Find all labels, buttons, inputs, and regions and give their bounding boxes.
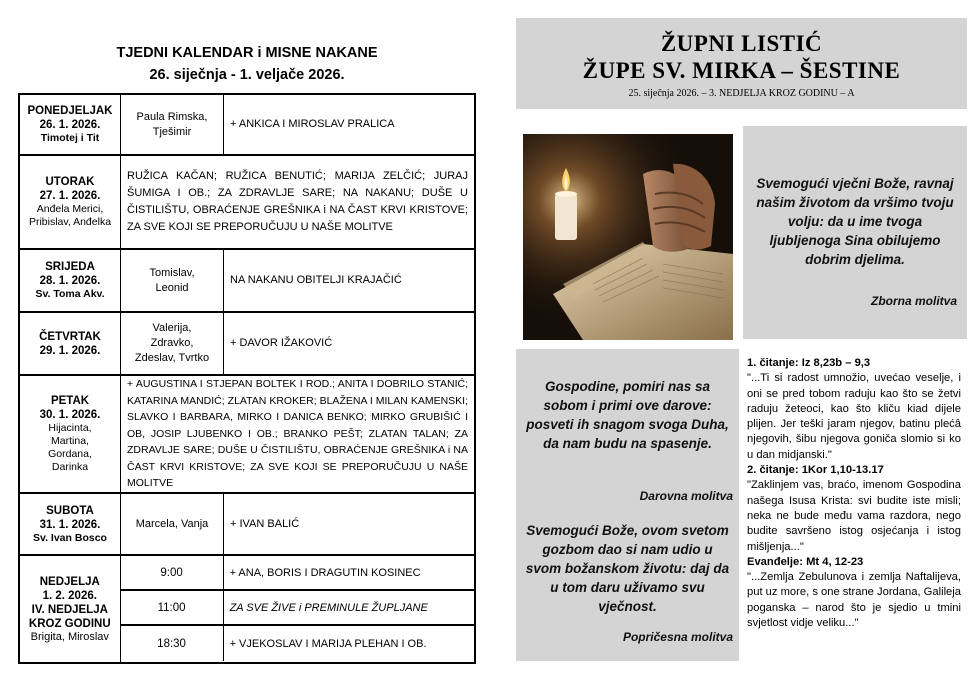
day-date: 31. 1. 2026. [39,518,101,531]
mass-intention: + IVAN BALIĆ [230,517,300,530]
reading-text: "...Zemlja Zebulunova i zemlja Naftalijeva, put uz more, s one strane Jordana, Galileja poganska – narod što je sjedio u tmini svjetlost vidje veliku..." [747,571,961,630]
calendar-table [18,93,476,664]
day-cell [20,376,121,492]
calendar-date-range: 26. siječnja - 1. veljače 2026. [149,67,345,83]
day-name: SUBOTA [46,504,94,517]
reading-heading: 1. čitanje: Iz 8,23b – 9,3 [747,357,871,369]
collect-prayer-text: Svemogući vječni Bože, ravnaj našim životom da vršimo tvoju volju: da u ime tvoga ljubljenoga Sina obilujemo dobrim djelima. [756,176,954,267]
masthead-parish: ŽUPE SV. MIRKA – ŠESTINE [582,58,901,83]
offertory-communion-box [516,349,739,661]
day-name: ČETVRTAK [39,330,101,343]
name-days-cell [121,95,224,154]
calendar-title [18,42,476,86]
day-cell [20,250,121,311]
name-day: Valerija, [152,322,192,334]
sunday-masses [121,556,474,662]
sunday-feast: IV. NEDJELJA [31,603,108,616]
day-saint: Brigita, Miroslav [30,630,109,643]
sunday-mass-row [121,626,474,661]
reading-heading: 2. čitanje: 1Kor 1,10-13.17 [747,464,884,477]
collect-prayer-box [743,126,967,339]
reading-text: "Zaklinjem vas, braćo, imenom Gospodina našega Isusa Krista: svi budite iste misli; neka ne bude među vama razdora, nego budite savršeno istog osjećanja i istog mišljenja..." [747,479,961,553]
day-date: 29. 1. 2026. [39,344,101,357]
name-day: Zdeslav, Tvrtko [134,352,210,364]
mass-intention-cell [121,156,474,248]
day-name: PETAK [50,395,90,407]
mass-intention: RUŽICA KAČAN; RUŽICA BENUTIĆ; MARIJA ZELČIĆ; JURAJ ŠUMIGA I OB.; ZA ZDRAVLJE SARE; NA NAKANU; DUŠE U ČISTILIŠTU, OBRAĆENJE GREŠNIKA i NA ČAST KRVI KRISTOVE; ZA SVE KOJI SE PREPORUČUJU U NAŠE MOLITVE [127,170,468,233]
readings-section [747,356,961,631]
day-saint: Gordana, [48,448,92,460]
mass-intention: + ANKICA I MIROSLAV PRALICA [230,118,395,130]
day-saint: Darinka [51,461,89,473]
day-name: UTORAK [45,176,95,188]
collect-prayer-label: Zborna molitva [870,294,957,308]
day-name: NEDJELJA [39,575,100,588]
day-saint: Sv. Ivan Bosco [33,531,107,544]
candle-bible-photo [523,134,733,340]
day-cell [20,313,121,374]
sunday-mass-row [121,556,474,591]
masthead-title: ŽUPNI LISTIĆ [660,31,823,56]
name-days-cell [121,313,224,374]
masthead-subtitle: 25. siječnja 2026. – 3. NEDJELJA KROZ GODINU – A [628,88,855,99]
day-saint: Hijacinta, [48,422,92,434]
calendar-row-saturday [20,494,474,556]
name-day: Tješimir [152,125,192,138]
mass-intention-cell [121,376,474,492]
day-saint: Pribislav, Anđelka [28,216,112,228]
sunday-feast: KROZ GODINU [28,617,111,630]
calendar-row-tuesday [20,156,474,250]
day-name: PONEDJELJAK [27,105,113,117]
calendar-row-thursday [20,313,474,376]
day-saint: Anđela Merici, [36,203,104,215]
day-cell [20,556,121,662]
mass-intention: + ANA, BORIS I DRAGUTIN KOSINEC [229,566,421,579]
reading-text: "...Ti si radost umnožio, uvećao veselje, i oni se pred tobom raduju kao što se žetvi raduju žeteoci, kao što kliču kiad dijele plijen. Jer teški jaram njegov, batinu plećâ njegovih, šibu njegova goniča slomio si ko u dan midjanski." [747,372,961,461]
name-day: Zdravko, [150,337,194,349]
name-day: Tomislav, [149,266,195,279]
offertory-prayer-text: Gospodine, pomiri nas sa sobom i primi ove darove: posveti ih snagom svoga Duha, da nam budu na spasenje. [526,379,729,451]
day-date: 28. 1. 2026. [39,275,101,287]
name-days-cell [121,250,224,311]
masthead [516,18,967,109]
day-saint: Sv. Toma Akv. [35,288,105,300]
postcommunion-prayer-text: Svemogući Bože, ovom svetom gozbom dao si nam udio u svom božanskom životu: daj da u tom daru uživamo svu vječnost. [525,523,730,614]
mass-intention-cell [224,313,474,374]
name-days-cell [121,494,224,554]
name-day: Leonid [155,281,189,294]
day-cell [20,494,121,554]
mass-time: 11:00 [121,591,224,624]
day-date: 26. 1. 2026. [39,119,101,131]
name-day: Paula Rimska, [136,110,208,123]
offertory-prayer-label: Darovna molitva [639,489,733,503]
calendar-row-monday [20,95,474,156]
sunday-mass-row [121,591,474,626]
mass-intention: ZA SVE ŽIVE i PREMINULE ŽUPLJANE [229,601,428,614]
day-date: 1. 2. 2026. [42,589,97,602]
mass-intention: NA NAKANU OBITELJI KRAJAČIĆ [230,274,402,286]
mass-intention-cell [224,494,474,554]
mass-intention: + VJEKOSLAV I MARIJA PLEHAN I OB. [229,637,427,650]
mass-intention-cell [224,250,474,311]
calendar-title-line1: TJEDNI KALENDAR i MISNE NAKANE [116,45,378,61]
mass-intention-cell [224,95,474,154]
reading-heading: Evanđelje: Mt 4, 12-23 [747,555,864,568]
candle-bible-illustration [523,134,733,340]
day-cell [20,95,121,154]
calendar-row-wednesday [20,250,474,313]
calendar-row-sunday [20,556,474,662]
name-day: Marcela, Vanja [135,517,209,530]
day-saint: Martina, [51,435,89,447]
day-name: SRIJEDA [45,261,95,273]
calendar-row-friday [20,376,474,494]
postcommunion-prayer-label: Popričesna molitva [622,630,733,644]
mass-time: 18:30 [121,626,224,661]
day-date: 27. 1. 2026. [39,190,101,202]
day-date: 30. 1. 2026. [39,409,101,421]
day-saint: Timotej i Tit [40,132,100,144]
mass-intention: + AUGUSTINA I STJEPAN BOLTEK I ROD.; ANITA I DOBRILO STANIĆ; KATARINA MANDIĆ; ZLATAN KROKER; BLAŽENA I MILAN KAMENSKI; SLAVKO I BARBARA, MIRKO I DANICA BENKO; MIRKO GRUBIŠIĆ I OB, JOSIP LJUBENKO I OB.; BRANKO PEŠT; ZLATAN TALAN; ZA ZDRAVLJE SARE; DUŠE U ČISTILIŠTU, OBRAĆENJE GREŠNIKA i NA ČAST KRVI KRISTOVE; ZA SVE KOJI SE PREPORUČUJU U NAŠE MOLITVE [127,378,468,490]
day-cell [20,156,121,248]
mass-time: 9:00 [121,556,224,589]
mass-intention: + DAVOR IŽAKOVIĆ [230,337,333,349]
